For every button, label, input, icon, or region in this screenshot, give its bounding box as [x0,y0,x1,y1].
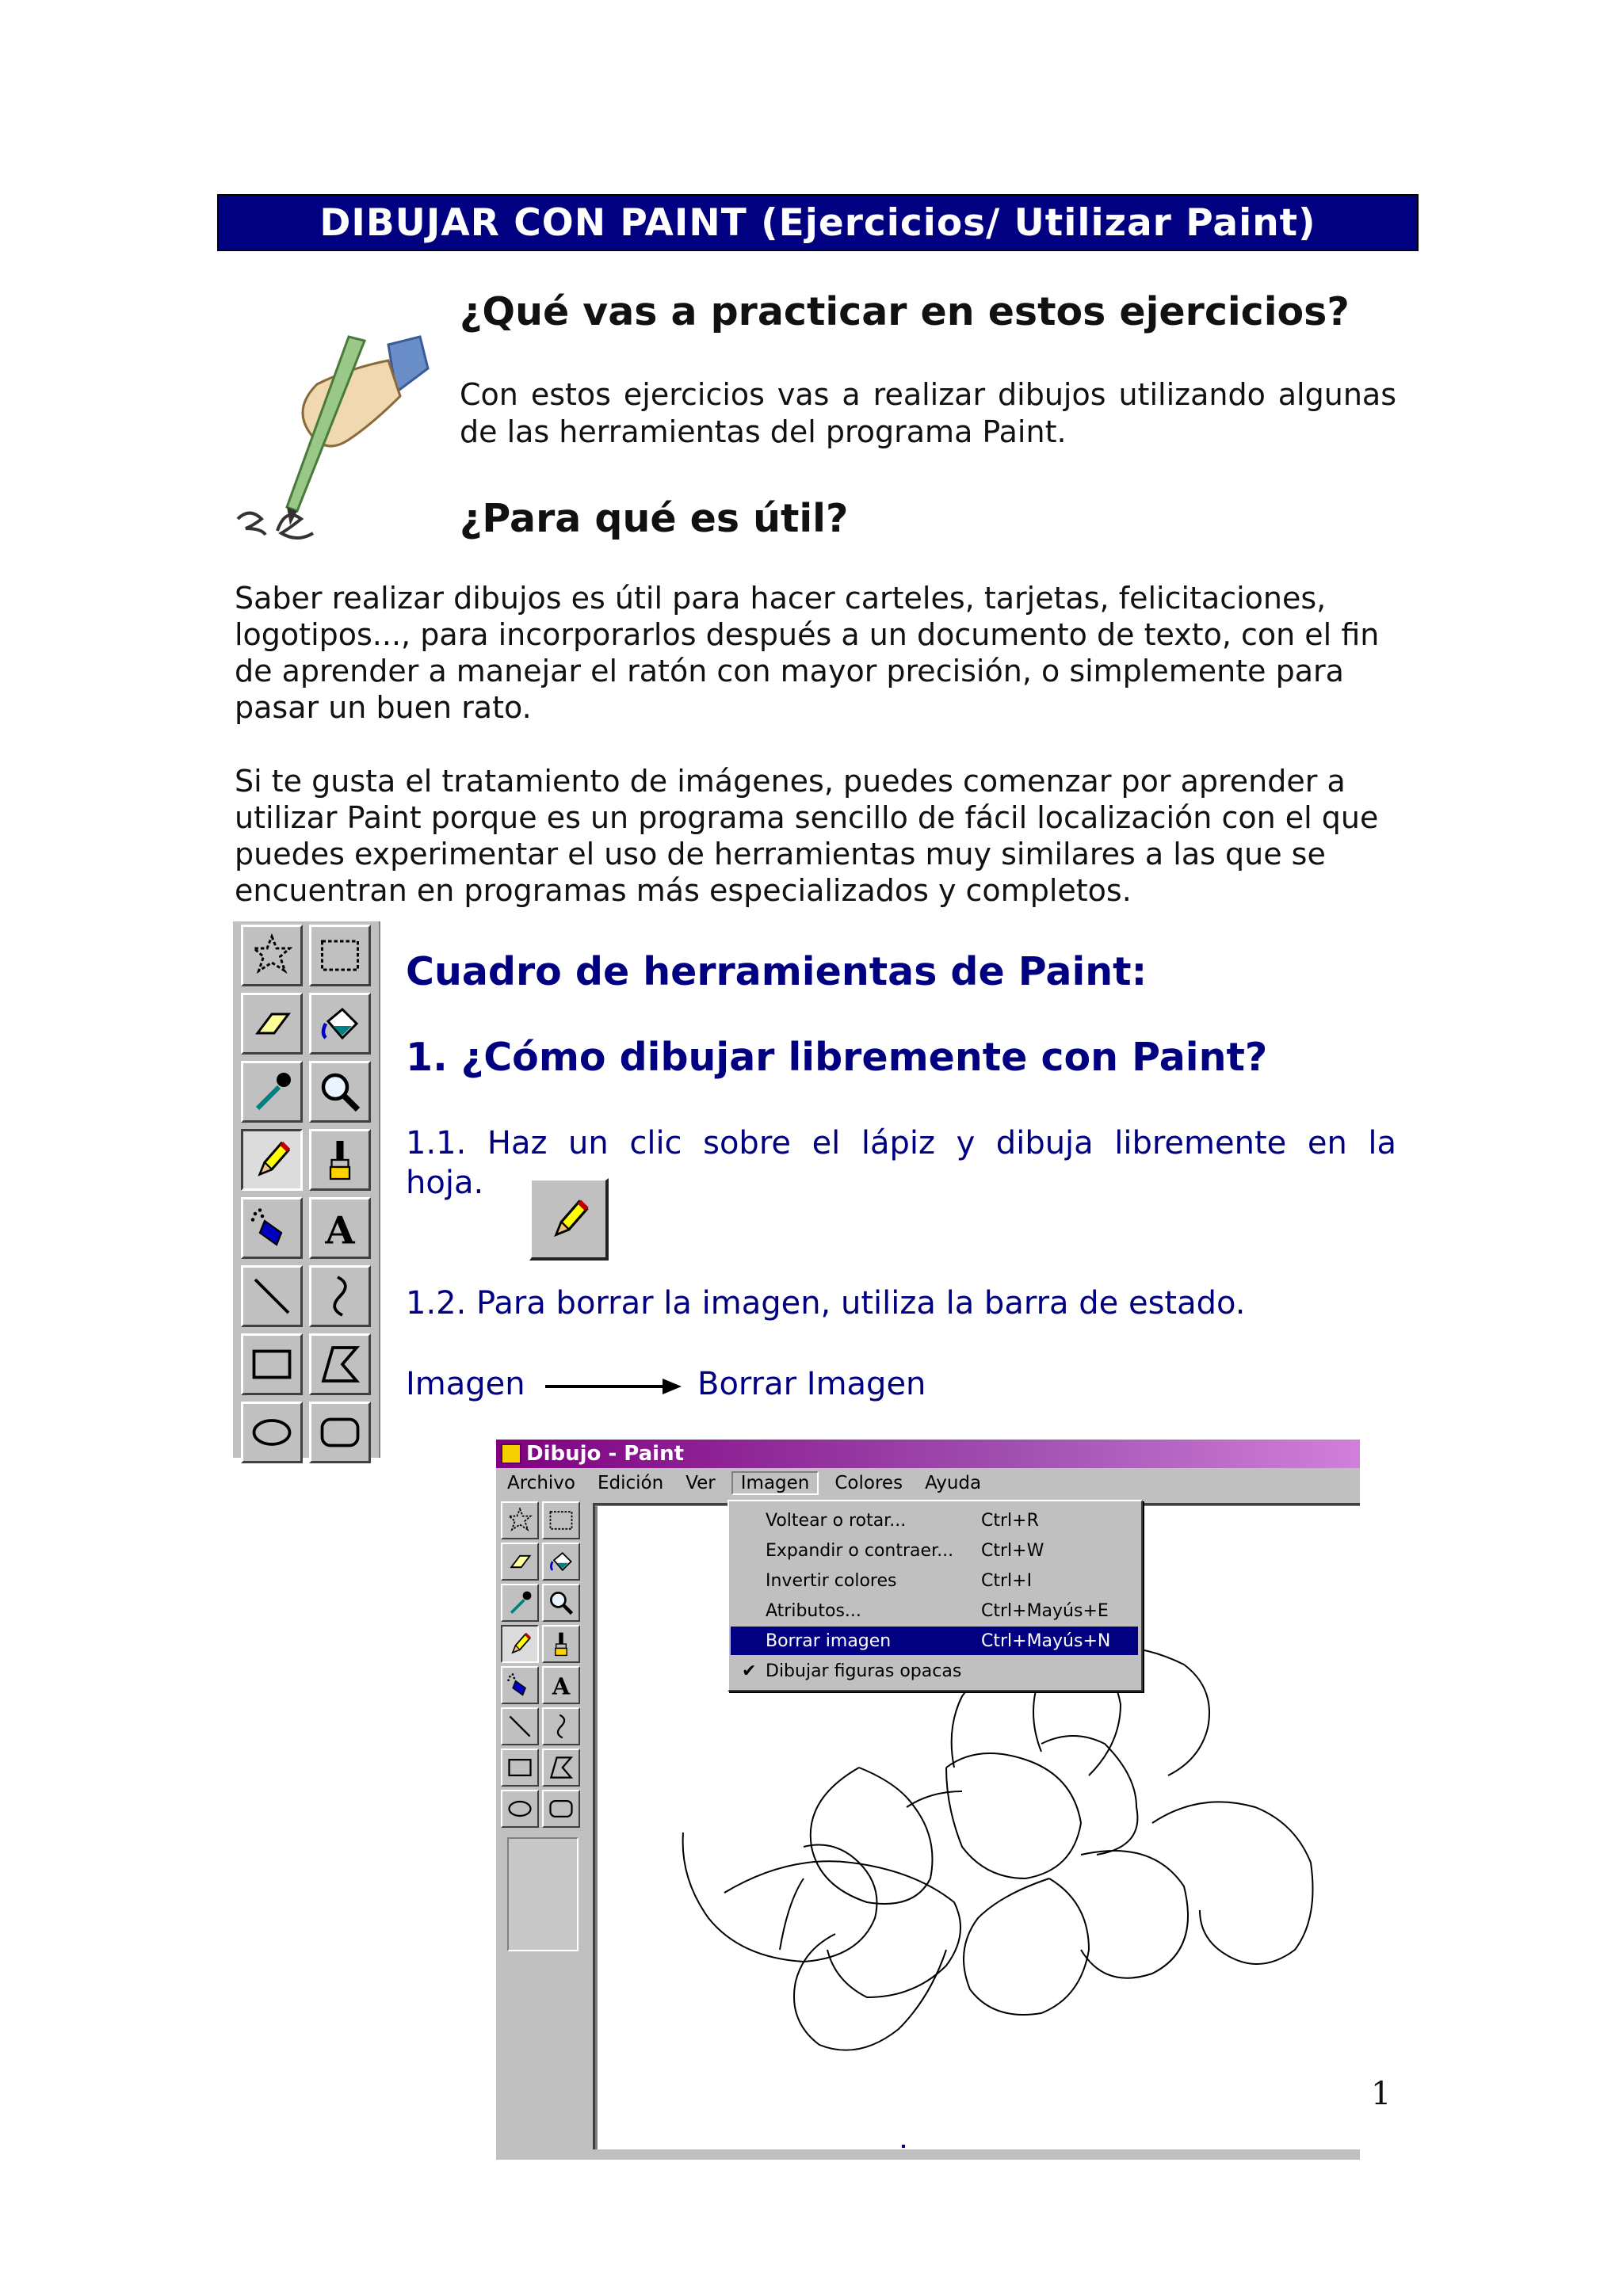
menu-item-label: Dibujar figuras opacas [766,1661,962,1681]
menu-item-voltear[interactable] [731,1506,1138,1535]
brush-icon[interactable] [542,1625,580,1663]
color-picker-icon[interactable] [501,1584,539,1622]
window-titlebar [496,1440,1360,1468]
curve-icon[interactable] [542,1707,580,1745]
menu-item-shortcut: Ctrl+I [981,1570,1033,1591]
menu-item-label: Atributos... [766,1600,861,1621]
rect-select-icon[interactable] [309,925,371,986]
paragraph-line: utilizar Paint porque es un programa sencillo de fácil localización con el que [235,800,1379,835]
step-1-line-2: hoja. [406,1165,484,1201]
arrow-right-icon [545,1377,682,1396]
checkmark-icon: ✔ [742,1661,757,1681]
menu-item-dibujar-opacas[interactable] [731,1657,1138,1685]
pencil-icon[interactable] [241,1129,303,1191]
color-picker-icon[interactable] [241,1061,303,1123]
menu-edicion[interactable]: Edición [597,1473,664,1493]
section-heading-practice: ¿Qué vas a practicar en estos ejercicios? [460,289,1350,334]
line-icon[interactable] [501,1707,539,1745]
paint-window [496,1440,1360,2160]
paragraph-line: logotipos..., para incorporarlos después a un documento de texto, con el fin [235,617,1380,652]
airbrush-icon[interactable] [241,1197,303,1259]
hand-writing-icon [230,321,436,551]
ellipse-icon[interactable] [501,1790,539,1828]
ellipse-icon[interactable] [241,1402,303,1463]
eraser-icon[interactable] [241,993,303,1055]
menu-item-shortcut: Ctrl+Mayús+N [981,1630,1111,1651]
menu-item-label: Expandir o contraer... [766,1540,954,1561]
menu-ver[interactable]: Ver [685,1473,716,1493]
tool-options-box[interactable] [507,1837,579,1951]
menu-ayuda[interactable]: Ayuda [925,1473,982,1493]
window-bottom-bar [496,2149,1360,2160]
menu-item-label: Invertir colores [766,1570,897,1591]
airbrush-icon[interactable] [501,1666,539,1704]
menu-item-label: Borrar imagen [766,1630,892,1651]
section-text-line-1: Con estos ejercicios vas a realizar dibujos utilizando algunas [460,377,1396,412]
pencil-icon[interactable] [501,1625,539,1663]
rounded-rect-icon[interactable] [309,1402,371,1463]
step-1-line-1: 1.1. Haz un clic sobre el lápiz y dibuja libremente en la [406,1125,1396,1161]
rounded-rect-icon[interactable] [542,1790,580,1828]
menu-item-invertir[interactable] [731,1566,1138,1595]
fill-bucket-icon[interactable] [542,1543,580,1581]
text-icon[interactable] [542,1666,580,1704]
section-heading-useful: ¿Para qué es útil? [460,496,849,541]
eraser-icon[interactable] [501,1543,539,1581]
menu-colores[interactable]: Colores [834,1473,903,1493]
imagen-menu-dropdown [727,1500,1143,1691]
menu-item-shortcut: Ctrl+Mayús+E [981,1600,1109,1621]
exercise-heading: 1. ¿Cómo dibujar libremente con Paint? [406,1035,1268,1080]
menu-path-from: Imagen [406,1366,525,1402]
step-2: 1.2. Para borrar la imagen, utiliza la barra de estado. [406,1285,1246,1322]
paragraph-line: Saber realizar dibujos es útil para hacer carteles, tarjetas, felicitaciones, [235,581,1327,616]
paragraph-2 [235,763,1378,909]
paint-toolbox [233,921,380,1458]
paragraph-line: de aprender a manejar el ratón con mayor precisión, o simplemente para [235,654,1344,688]
magnifier-icon[interactable] [309,1061,371,1123]
menu-item-shortcut: Ctrl+W [981,1540,1044,1561]
page-title: DIBUJAR CON PAINT (Ejercicios/ Utilizar Paint) [217,194,1419,251]
menu-imagen[interactable]: Imagen [731,1471,819,1495]
toolbox-heading: Cuadro de herramientas de Paint: [406,949,1148,994]
rectangle-icon[interactable] [501,1749,539,1787]
polygon-icon[interactable] [309,1333,371,1395]
menu-item-expandir[interactable] [731,1536,1138,1565]
rectangle-icon[interactable] [241,1333,303,1395]
paragraph-line: encuentran en programas más especializados y completos. [235,873,1132,908]
paint-app-icon [501,1444,521,1464]
pencil-icon [529,1178,609,1261]
curve-icon[interactable] [309,1265,371,1327]
page-number: 1 [1371,2076,1392,2112]
brush-icon[interactable] [309,1129,371,1191]
line-icon[interactable] [241,1265,303,1327]
text-icon[interactable] [309,1197,371,1259]
menu-path-to: Borrar Imagen [697,1366,926,1402]
free-select-icon[interactable] [501,1501,539,1539]
fill-bucket-icon[interactable] [309,993,371,1055]
menu-item-label: Voltear o rotar... [766,1510,907,1531]
menu-bar [496,1468,1360,1498]
free-select-icon[interactable] [241,925,303,986]
section-text-line-2: de las herramientas del programa Paint. [460,414,1067,449]
menu-item-shortcut: Ctrl+R [981,1510,1039,1531]
polygon-icon[interactable] [542,1749,580,1787]
menu-item-borrar-imagen[interactable] [731,1627,1138,1655]
paragraph-line: Si te gusta el tratamiento de imágenes, puedes comenzar por aprender a [235,764,1346,799]
menu-archivo[interactable]: Archivo [507,1473,575,1493]
paragraph-1 [235,580,1379,726]
paragraph-line: pasar un buen rato. [235,690,532,725]
rect-select-icon[interactable] [542,1501,580,1539]
window-title: Dibujo - Paint [526,1442,685,1466]
magnifier-icon[interactable] [542,1584,580,1622]
menu-item-atributos[interactable] [731,1596,1138,1625]
paragraph-line: puedes experimentar el uso de herramientas muy similares a las que se [235,837,1326,871]
